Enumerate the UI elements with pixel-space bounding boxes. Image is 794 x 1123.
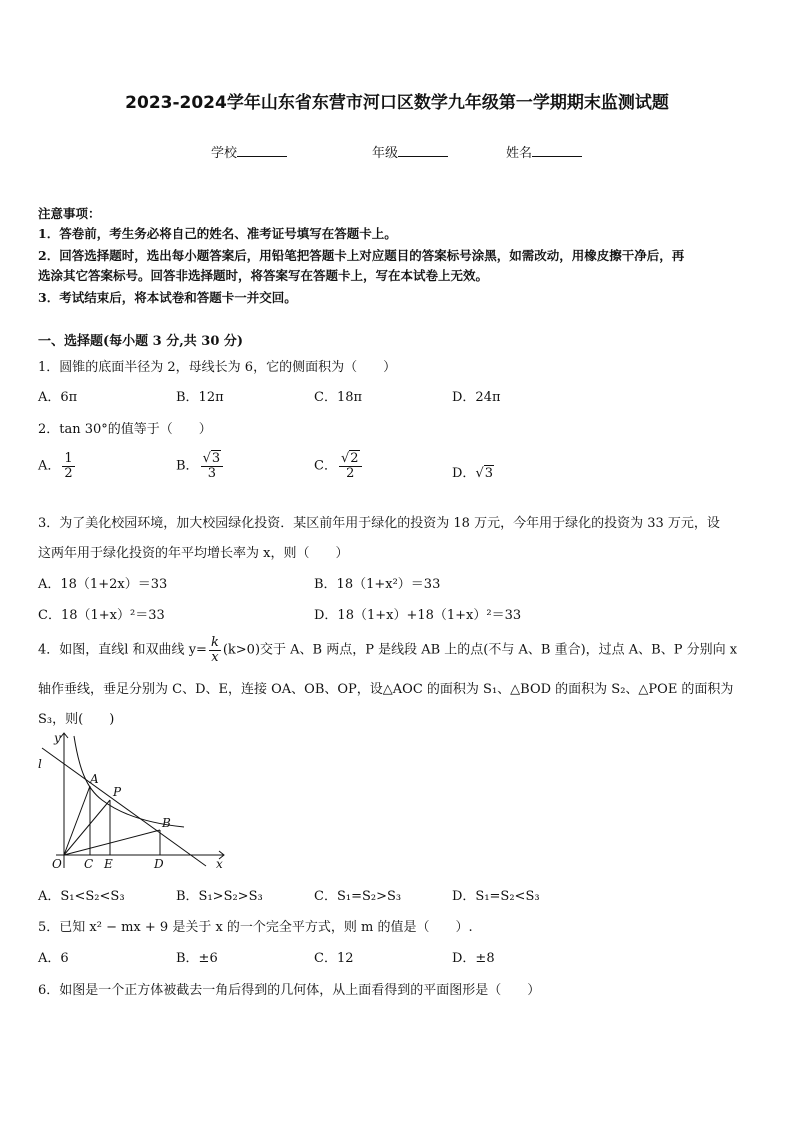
label-b: B (162, 816, 171, 830)
q4-option-c: C．S₁=S₂>S₃ (314, 889, 402, 904)
segment-oa (64, 786, 90, 855)
label-l: l (38, 757, 42, 771)
q4-stem-line1: 4．如图，直线l 和双曲线 y= $\frac{k}{x}$ (k>0)交于 A、B 两点，P 是线段 AB 上的点(不与 A、B 重合)，过点 A、B、P 分别向 x (38, 635, 738, 665)
notice-item: 选涂其它答案标号。回答非选择题时，将答案写在答题卡上，写在本试卷上无效。 (38, 268, 489, 283)
label-a: A (90, 772, 99, 786)
school-field (211, 142, 287, 161)
notice-item: 3．考试结束后，将本试卷和答题卡一并交回。 (38, 290, 297, 305)
q2-stem: 2．tan 30°的值等于（ ） (38, 422, 212, 437)
school-label: 学校 (211, 146, 238, 161)
q1-option-d: D．24π (452, 390, 501, 405)
q1-stem: 1．圆锥的底面半径为 2，母线长为 6，它的侧面积为（ ） (38, 360, 397, 375)
q3-stem-line2: 这两年用于绿化投资的年平均增长率为 x，则（ ） (38, 546, 349, 561)
fraction: $\frac{1}{2}$ (64, 451, 73, 481)
name-label: 姓名 (506, 146, 533, 161)
q3-option-a: A．18（1+2x）＝33 (38, 577, 168, 592)
q3-stem-line1: 3．为了美化校园环境，加大校园绿化投资．某区前年用于绿化的投资为 18 万元，今年用于绿化的投资为 33 万元，设 (38, 516, 720, 531)
grade-field (372, 142, 448, 161)
label-x: x (216, 857, 223, 871)
segment-ob (64, 830, 160, 855)
label-e: E (104, 857, 113, 871)
grade-label: 年级 (372, 146, 399, 161)
q5-option-d: D．±8 (452, 951, 495, 966)
fraction: $\frac{√3}{3}$ (201, 452, 224, 480)
q2-option-d: D．√3 (452, 466, 494, 481)
q3-option-d: D．18（1+x）+18（1+x）²＝33 (314, 608, 522, 623)
q5-stem: 5．已知 x² − mx + 9 是关于 x 的一个完全平方式，则 m 的值是（ ）. (38, 920, 473, 935)
q4-stem-line3: S₃，则( ) (38, 712, 115, 727)
name-blank (532, 144, 582, 157)
section-heading: 一、选择题(每小题 3 分,共 30 分) (38, 334, 244, 349)
q5-option-c: C．12 (314, 951, 354, 966)
q4-figure (34, 728, 234, 873)
notice-heading: 注意事项： (38, 206, 101, 221)
q5-option-b: B．±6 (176, 951, 218, 966)
label-d: D (154, 857, 164, 871)
q3-option-c: C．18（1+x）²＝33 (38, 608, 165, 623)
notice-item: 2．回答选择题时，选出每小题答案后，用铅笔把答题卡上对应题目的答案标号涂黑，如需改动，用橡皮擦干净后，再 (38, 248, 685, 263)
exam-title: 2023-2024学年山东省东营市河口区数学九年级第一学期期末监测试题 (125, 93, 669, 113)
grade-blank (398, 144, 448, 157)
q5-option-a: A．6 (38, 951, 69, 966)
q2-option-a: A． $\frac{1}{2}$ (38, 451, 73, 481)
fraction: $\frac{k}{x}$ (210, 635, 219, 665)
q2-option-c: C． $\frac{√2}{2}$ (314, 452, 364, 480)
segment-op (64, 800, 110, 855)
q6-stem: 6．如图是一个正方体被截去一角后得到的几何体，从上面看得到的平面图形是（ ） (38, 983, 541, 998)
q1-option-a: A．6π (38, 390, 78, 405)
q2-option-b: B． $\frac{√3}{3}$ (176, 452, 225, 480)
q4-option-b: B．S₁>S₂>S₃ (176, 889, 263, 904)
label-o: O (52, 857, 62, 871)
fraction: $\frac{√2}{2}$ (339, 452, 362, 480)
q3-option-b: B．18（1+x²）＝33 (314, 577, 441, 592)
q1-option-b: B．12π (176, 390, 224, 405)
name-field (506, 142, 582, 161)
q4-stem-line2: 轴作垂线，垂足分别为 C、D、E，连接 OA、OB、OP，设△AOC 的面积为 S₁、△BOD 的面积为 S₂、△POE 的面积为 (38, 682, 734, 697)
q4-option-d: D．S₁=S₂<S₃ (452, 889, 540, 904)
label-p: P (113, 785, 122, 799)
label-c: C (84, 857, 94, 871)
q4-option-a: A．S₁<S₂<S₃ (38, 889, 125, 904)
label-y: y (54, 731, 61, 745)
q1-option-c: C．18π (314, 390, 363, 405)
notice-item: 1．答卷前，考生务必将自己的姓名、准考证号填写在答题卡上。 (38, 226, 397, 241)
school-blank (237, 144, 287, 157)
